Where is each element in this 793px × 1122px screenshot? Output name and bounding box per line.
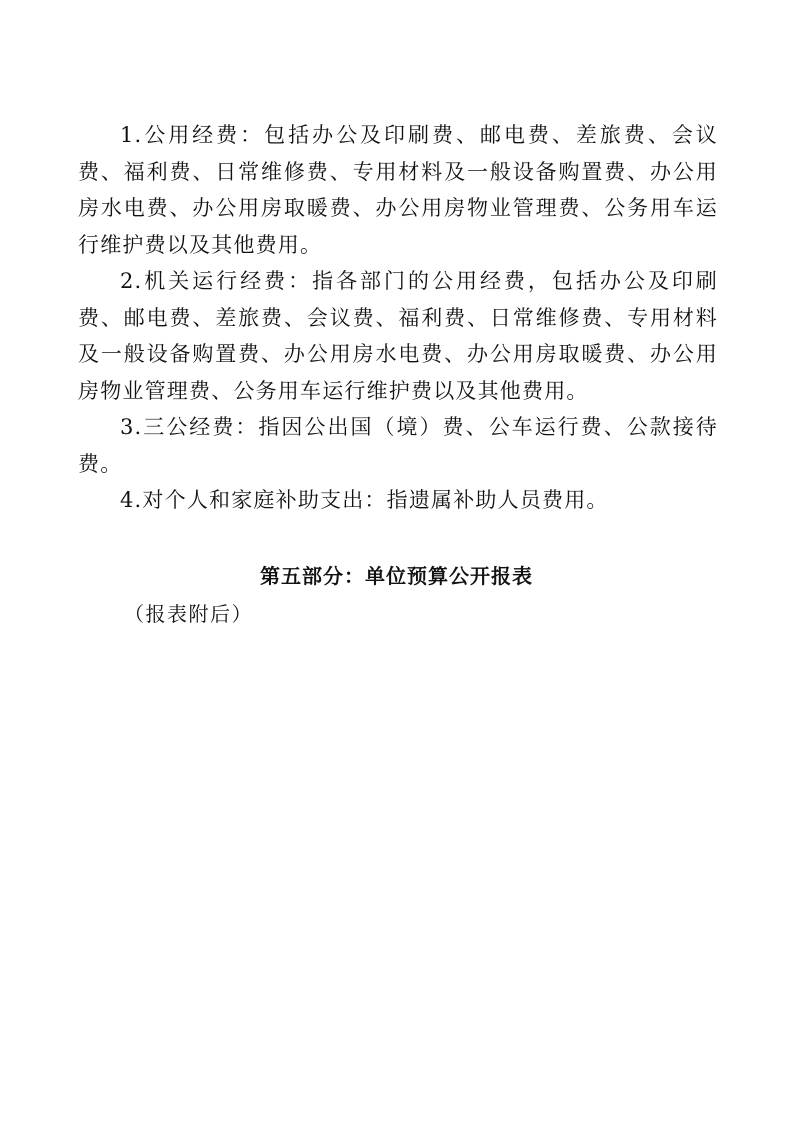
section-title: 第五部分：单位预算公开报表: [260, 564, 533, 588]
definition-household-subsidies: 4.对个人和家庭补助支出：指遗属补助人员费用。: [120, 488, 609, 512]
definition-agency-operating-funds: 2.机关运行经费：指各部门的公用经费，包括办公及印刷费、邮电费、差旅费、会议费、福利费、日常维修费、专用材料及一般设备购置费、办公用房水电费、办公用房取暖费、办公用房物业管理费、公务用车运行维护费以及其他费用。: [78, 269, 718, 403]
definition-public-funds: 1.公用经费：包括办公及印刷费、邮电费、差旅费、会议费、福利费、日常维修费、专用材料及一般设备购置费、办公用房水电费、办公用房取暖费、办公用房物业管理费、公务用车运行维护费以及其他费用。: [78, 123, 718, 257]
attachment-note: （报表附后）: [124, 602, 253, 626]
definition-three-public-expenses: 3.三公经费：指因公出国（境）费、公车运行费、公款接待费。: [78, 415, 718, 476]
definitions-body: [78, 117, 718, 519]
